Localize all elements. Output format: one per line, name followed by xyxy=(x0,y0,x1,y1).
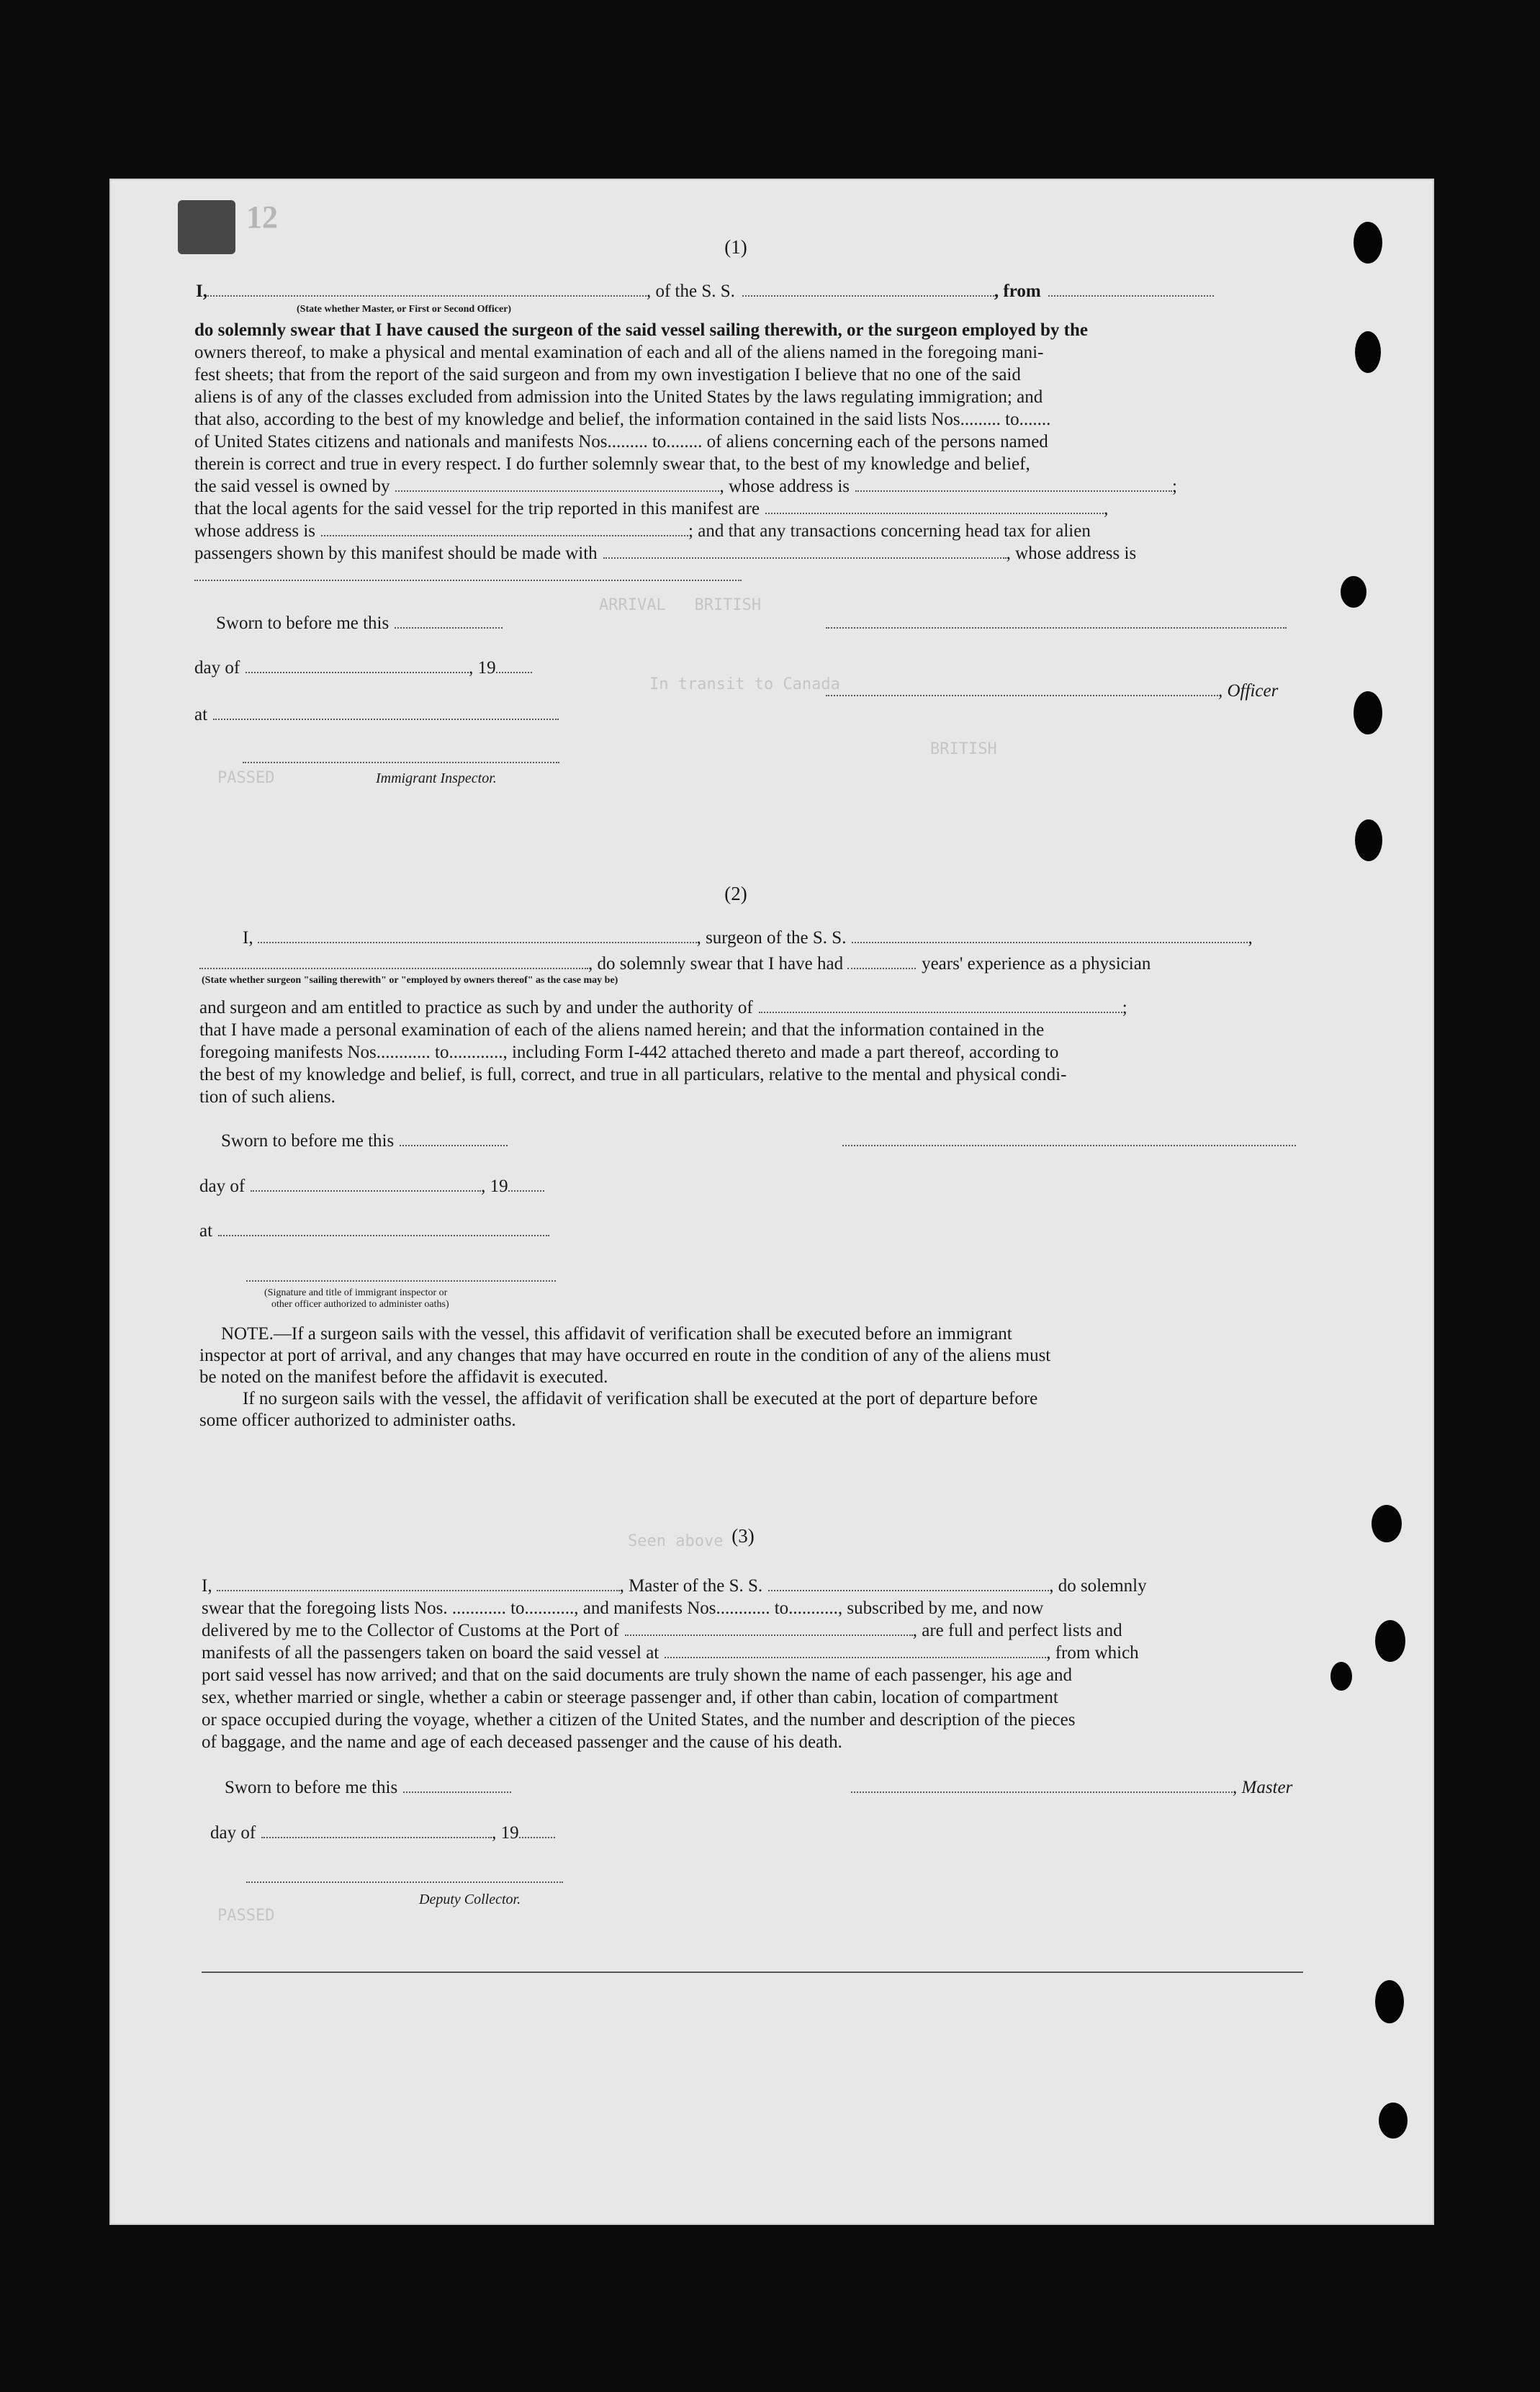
section2-sig-line xyxy=(842,1130,1296,1152)
manifest-page xyxy=(109,179,1434,2225)
section1-day: day of , 19 xyxy=(194,657,532,679)
section2-para-line: foregoing manifests Nos............ to............, including Form I-442 attached thereto and made a part thereof, according to xyxy=(199,1043,1059,1062)
section3-port-line: delivered by me to the Collector of Customs at the Port of , are full and perfect lists and xyxy=(202,1621,1122,1640)
note-line: inspector at port of arrival, and any changes that may have occurred en route in the condition of any of the aliens must xyxy=(199,1346,1051,1365)
punch-hole xyxy=(1341,576,1366,608)
section1-inspector-line xyxy=(243,747,559,769)
bleed-through: In transit to Canada xyxy=(649,675,840,693)
bleed-through: ARRIVAL BRITISH xyxy=(599,596,762,614)
section2-para-line: that I have made a personal examination of each of the aliens named herein; and that the information contained in the xyxy=(199,1020,1045,1040)
punch-hole xyxy=(1355,819,1382,861)
bleed-through: PASSED xyxy=(217,769,275,787)
section3-para-line: of baggage, and the name and age of each deceased passenger and the cause of his death. xyxy=(202,1732,842,1752)
bleed-through: PASSED xyxy=(217,1907,275,1925)
section1-para-line: that also, according to the best of my knowledge and belief, the information contained in the said lists Nos......... to....... xyxy=(194,410,1051,429)
section3-para-line: sex, whether married or single, whether a cabin or steerage passenger and, if other than cabin, location of compartment xyxy=(202,1688,1058,1707)
note-line: be noted on the manifest before the affidavit is executed. xyxy=(199,1367,608,1387)
section2-authority: and surgeon and am entitled to practice as such by and under the authority of ; xyxy=(199,998,1127,1017)
section1-officer: , Officer xyxy=(826,680,1278,702)
section1-headtax-line: passengers shown by this manifest should be made with , whose address is xyxy=(194,544,1137,563)
section1-inspector: Immigrant Inspector. xyxy=(376,770,497,786)
section3-intro: I, , Master of the S. S. , do solemnly xyxy=(202,1576,1147,1596)
section1-blank-line xyxy=(194,565,742,587)
bleed-through: Seen above xyxy=(628,1532,724,1550)
punch-hole xyxy=(1372,1505,1402,1542)
section3-collector: Deputy Collector. xyxy=(419,1892,521,1907)
stamp-mark xyxy=(178,200,235,254)
section1-para-line: of United States citizens and nationals and manifests Nos......... to........ of aliens concerning each of the persons named xyxy=(194,432,1048,451)
section2-sig-note: (Signature and title of immigrant inspector or xyxy=(264,1287,448,1298)
section1-agents-line: that the local agents for the said vessel for the trip reported in this manifest are , xyxy=(194,499,1109,518)
bleed-through: BRITISH xyxy=(930,740,997,758)
section-number: (3) xyxy=(731,1525,755,1547)
section1-address-line: whose address is ; and that any transactions concerning head tax for alien xyxy=(194,521,1091,541)
section1-para-line: aliens is of any of the classes excluded from admission into the United States by the laws regulating immigration; and xyxy=(194,387,1043,407)
section1-para-line: owners thereof, to make a physical and mental examination of each and all of the aliens named in the foregoing mani- xyxy=(194,343,1044,362)
punch-hole xyxy=(1354,222,1382,264)
note-line: If no surgeon sails with the vessel, the affidavit of verification shall be executed at the port of departure before xyxy=(243,1389,1038,1408)
section3-sworn: Sworn to before me this xyxy=(225,1777,511,1799)
section2-intro: I, , surgeon of the S. S. , xyxy=(243,928,1253,948)
section2-para-line: the best of my knowledge and belief, is full, correct, and true in all particulars, relative to the mental and physical condi- xyxy=(199,1065,1067,1084)
section2-para-line: tion of such aliens. xyxy=(199,1087,336,1107)
bottom-rule xyxy=(202,1971,1303,1973)
section3-master: , Master xyxy=(851,1777,1292,1799)
stamp-number: 12 xyxy=(246,199,278,235)
punch-hole xyxy=(1355,331,1381,373)
section2-sig-note: other officer authorized to administer oaths) xyxy=(271,1299,449,1310)
section3-collector-line xyxy=(246,1867,563,1889)
punch-hole xyxy=(1375,1980,1404,2023)
section1-owner-line: the said vessel is owned by , whose address is ; xyxy=(194,477,1177,496)
section1-para-line: do solemnly swear that I have caused the surgeon of the said vessel sailing therewith, or the surgeon employed by the xyxy=(194,320,1088,340)
section1-state-note: (State whether Master, or First or Second Officer) xyxy=(297,304,512,315)
section3-para-line: port said vessel has now arrived; and that on the said documents are truly shown the name of each passenger, his age and xyxy=(202,1665,1073,1685)
section2-sworn: Sworn to before me this xyxy=(221,1130,508,1152)
note-line: some officer authorized to administer oaths. xyxy=(199,1411,516,1430)
section2-years: , do solemnly swear that I have had years' experience as a physician xyxy=(199,953,1151,975)
section1-para-line: fest sheets; that from the report of the said surgeon and from my own investigation I believe that no one of the said xyxy=(194,365,1021,385)
punch-hole xyxy=(1330,1662,1352,1691)
section2-at: at xyxy=(199,1220,549,1242)
punch-hole xyxy=(1354,691,1382,734)
section3-day: day of , 19 xyxy=(210,1822,555,1844)
section1-intro: I, , of the S. S. , from xyxy=(196,281,1214,302)
section3-vessel-line: manifests of all the passengers taken on board the said vessel at , from which xyxy=(202,1643,1139,1663)
section2-day: day of , 19 xyxy=(199,1176,544,1197)
note-line: NOTE.—If a surgeon sails with the vessel, this affidavit of verification shall be executed before an immigrant xyxy=(221,1324,1012,1344)
punch-hole xyxy=(1379,2103,1408,2139)
section1-at: at xyxy=(194,704,559,726)
section1-sworn: Sworn to before me this xyxy=(216,613,503,634)
section2-state-note: (State whether surgeon "sailing therewith" or "employed by owners thereof" as the case may be) xyxy=(202,975,618,986)
section2-sig-line2 xyxy=(246,1266,556,1287)
section1-sig-line xyxy=(826,613,1287,634)
section1-para-line: therein is correct and true in every respect. I do further solemnly swear that, to the best of my knowledge and belief, xyxy=(194,454,1030,474)
section-number: (2) xyxy=(724,883,747,904)
section-number: (1) xyxy=(724,236,747,258)
section3-para-line: or space occupied during the voyage, whether a citizen of the United States, and the number and description of the pieces xyxy=(202,1710,1076,1730)
section3-para-line: swear that the foregoing lists Nos. ............ to..........., and manifests Nos............ to..........., subscribed by me, and now xyxy=(202,1599,1044,1618)
punch-hole xyxy=(1375,1620,1405,1662)
